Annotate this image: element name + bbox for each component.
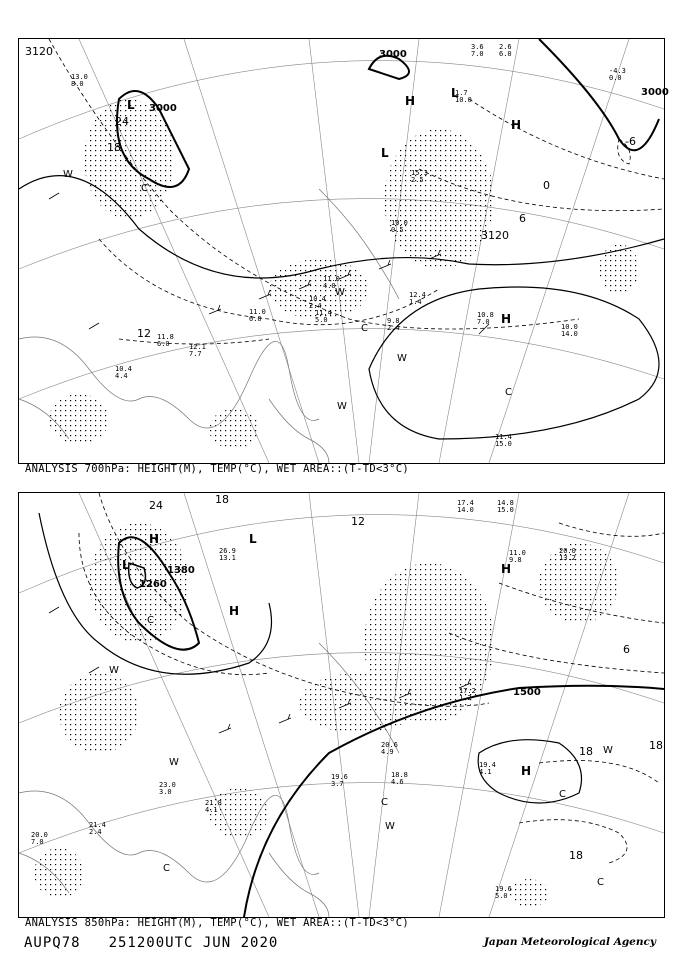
temp-label-0: 0 — [543, 179, 550, 192]
temp-label-18: 18 — [215, 493, 229, 506]
caption-700hpa: ANALYSIS 700hPa: HEIGHT(M), TEMP(°C), WET AREA::(T-TD<3°C) — [25, 463, 410, 475]
height-label-3000-n: 3000 — [379, 49, 407, 60]
station-value: 20.0 13.2 — [559, 547, 576, 562]
low-center-c: L — [381, 146, 389, 160]
height-label-1500: 1500 — [513, 687, 541, 698]
temp-label-12: 12 — [137, 327, 151, 340]
warm-mark-3: W — [385, 821, 395, 832]
high-center-n: H — [405, 94, 416, 108]
low-center-w: L — [127, 98, 135, 112]
station-value: 12.1 7.7 — [189, 343, 206, 358]
cold-mark-4: C — [163, 863, 170, 874]
station-value: 17.2 1.2 — [459, 687, 476, 702]
cold-mark-1: C — [147, 615, 154, 626]
station-value: 26.9 13.1 — [219, 547, 236, 562]
station-value: -4.3 0.0 — [609, 67, 626, 82]
cold-mark-2: C — [361, 323, 368, 334]
station-value: 1.7 10.0 — [455, 89, 472, 104]
cold-mark-5: C — [597, 877, 604, 888]
station-value: 12.4 1.4 — [409, 291, 426, 306]
warm-mark-2: W — [169, 757, 179, 768]
height-label-1380: 1380 — [167, 565, 195, 576]
height-label-3120-e: 3120 — [481, 229, 509, 242]
low-center-w: L — [122, 558, 130, 572]
station-value: 10.0 14.0 — [561, 323, 578, 338]
chart-identifier — [24, 935, 306, 951]
warm-mark-1: W — [109, 665, 119, 676]
station-value: 19.4 4.1 — [479, 761, 496, 776]
station-value: 10.4 4.4 — [115, 365, 132, 380]
cold-mark-3: C — [559, 789, 566, 800]
station-value: 21.4 2.4 — [89, 821, 106, 836]
warm-mark-1: W — [63, 169, 73, 180]
high-center-ne: H — [511, 118, 522, 132]
station-value: 11.0 9.8 — [509, 549, 526, 564]
station-value: 17.4 14.0 — [457, 499, 474, 514]
low-center-n: L — [451, 86, 459, 100]
temp-label-6: 6 — [519, 212, 526, 225]
panel-700hpa-map — [18, 38, 669, 464]
warm-mark-4: W — [603, 745, 613, 756]
warm-mark-4: W — [337, 401, 347, 412]
station-value: 10.4 2.4 — [309, 295, 326, 310]
temp-label-12: 12 — [351, 515, 365, 528]
agency-name: Japan Meteorological Agency — [483, 936, 656, 948]
temp-label-18-e: 18 — [579, 745, 593, 758]
station-value: 2.6 6.0 — [499, 43, 512, 58]
high-center-se: H — [501, 312, 512, 326]
station-value: 11.0 6.0 — [249, 308, 266, 323]
map-850-svg — [19, 493, 664, 917]
station-value: 10.0 0.5 — [391, 219, 408, 234]
high-center-c: H — [229, 604, 240, 618]
high-center-ne: H — [501, 562, 512, 576]
caption-850hpa: ANALYSIS 850hPa: HEIGHT(M), TEMP(°C), WET AREA::(T-TD<3°C) — [25, 917, 410, 929]
station-value: 23.0 3.0 — [159, 781, 176, 796]
temp-label-24: 24 — [115, 115, 129, 128]
station-value: 11.4 15.0 — [495, 433, 512, 448]
temp-label-neg6: -6 — [625, 135, 636, 148]
cold-mark-2: C — [381, 797, 388, 808]
temp-label-6: 6 — [623, 643, 630, 656]
station-value: 18.8 4.6 — [391, 771, 408, 786]
temp-label-18-far-e: 18 — [649, 739, 663, 752]
cold-mark-3: C — [505, 387, 512, 398]
high-center-nw: H — [149, 532, 160, 546]
station-value: 10.8 7.0 — [477, 311, 494, 326]
station-value: 3.6 7.0 — [471, 43, 484, 58]
station-value: 11.0 4.0 — [323, 275, 340, 290]
height-label-3000-ne: 3000 — [641, 87, 669, 98]
station-value: 19.6 5.0 — [495, 885, 512, 900]
analysis-time: 251200UTC JUN 2020 — [108, 935, 279, 951]
map-700-svg — [19, 39, 669, 463]
station-value: 13.0 8.0 — [71, 73, 88, 88]
station-value: 9.8 2.4 — [387, 317, 400, 332]
cold-mark-1: C — [141, 183, 148, 194]
temp-label-24: 24 — [149, 499, 163, 512]
height-label-1260: 1260 — [139, 579, 167, 590]
temp-label-18-se: 18 — [569, 849, 583, 862]
station-value: 20.6 4.9 — [381, 741, 398, 756]
station-value: 11.8 6.0 — [157, 333, 174, 348]
warm-mark-3: W — [397, 353, 407, 364]
height-label-3120-nw: 3120 — [25, 45, 53, 58]
station-value: 20.0 7.0 — [31, 831, 48, 846]
station-value: 15.3 2.5 — [411, 169, 428, 184]
height-label-3000-w: 3000 — [149, 103, 177, 114]
chart-code: AUPQ78 — [24, 935, 81, 951]
station-value: 19.6 3.7 — [331, 773, 348, 788]
warm-mark-2: W — [335, 287, 345, 298]
panel-850hpa-map — [18, 492, 665, 918]
high-center-se: H — [521, 764, 532, 778]
station-value: 11.4 5.0 — [315, 309, 332, 324]
low-center-c: L — [249, 532, 257, 546]
station-value: 21.8 4.1 — [205, 799, 222, 814]
station-value: 14.8 15.0 — [497, 499, 514, 514]
wet-areas-850 — [34, 523, 619, 907]
temp-label-18: 18 — [107, 141, 121, 154]
